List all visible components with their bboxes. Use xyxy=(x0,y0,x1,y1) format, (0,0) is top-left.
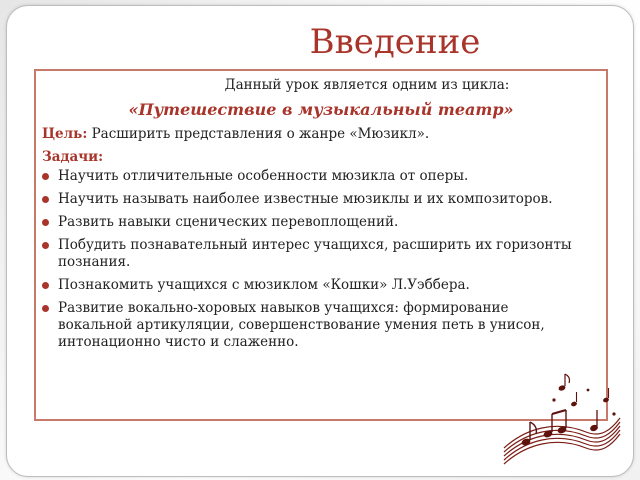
task-text: Научить отличительные особенности мюзикла от оперы. xyxy=(58,168,469,184)
bullet-icon xyxy=(42,282,49,289)
bullet-icon xyxy=(42,305,49,312)
tasks-list xyxy=(42,168,582,357)
lesson-cycle-title: «Путешествие в музыкальный театр» xyxy=(128,100,514,119)
music-notes-decoration-icon xyxy=(496,370,626,472)
intro-text: Данный урок является одним из цикла: xyxy=(224,77,510,93)
bullet-icon xyxy=(42,242,49,249)
task-text: Познакомить учащихся с мюзиклом «Кошки» Л.Уэббера. xyxy=(58,277,470,293)
task-text: Развитие вокально-хоровых навыков учащихся: формирование вокальной артикуляции, совершенствование умения петь в унисон, интонационно чисто и слаженно. xyxy=(58,300,545,350)
goal-text: Расширить представления о жанре «Мюзикл». xyxy=(87,126,430,142)
goal-line xyxy=(42,126,429,142)
list-item xyxy=(42,191,582,208)
task-text: Развить навыки сценических перевоплощений. xyxy=(58,214,399,230)
list-item xyxy=(42,168,582,185)
list-item xyxy=(42,237,582,271)
list-item xyxy=(42,214,582,231)
slide-title: Введение xyxy=(309,22,481,62)
goal-label: Цель: xyxy=(42,126,88,142)
bullet-icon xyxy=(42,219,49,226)
task-text: Побудить познавательный интерес учащихся, расширить их горизонты познания. xyxy=(58,237,572,270)
bullet-icon xyxy=(42,196,49,203)
bullet-icon xyxy=(42,173,49,180)
list-item xyxy=(42,277,582,294)
list-item xyxy=(42,300,582,351)
task-text: Научить называть наиболее известные мюзиклы и их композиторов. xyxy=(58,191,553,207)
tasks-label: Задачи: xyxy=(42,149,104,165)
content-box xyxy=(34,69,608,421)
